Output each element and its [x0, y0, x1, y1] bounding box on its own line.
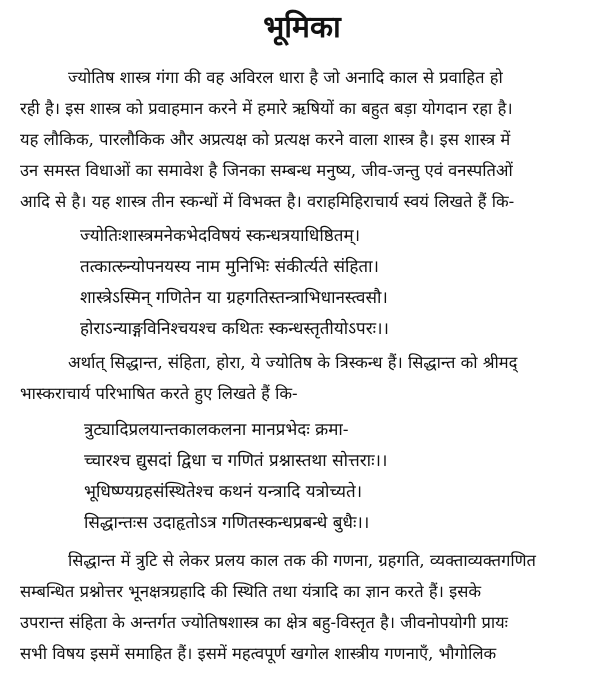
text-line: भास्कराचार्य परिभाषित करते हुए लिखते हैं कि-: [20, 384, 298, 403]
text-line: यह लौकिक, पारलौकिक और अप्रत्यक्ष को प्रत्यक्ष करने वाला शास्त्र है। इस शास्त्र में: [20, 130, 511, 149]
verse-line: भूधिष्ण्यग्रहसंस्थितेश्च कथनं यन्त्रादि यत्रोच्यते।: [84, 482, 363, 502]
intro-paragraph: [20, 62, 584, 217]
text-line: सिद्धान्त में त्रुटि से लेकर प्रलय काल तक की गणना, ग्रहगति, व्यक्ताव्यक्तगणित: [68, 551, 536, 570]
text-line: ज्योतिष शास्त्र गंगा की वह अविरल धारा है जो अनादि काल से प्रवाहित हो: [68, 68, 503, 87]
text-line: उपरान्त संहिता के अन्तर्गत ज्योतिषशास्त्र का क्षेत्र बहु-विस्तृत है। जीवनोपयोगी प्रायः: [20, 613, 509, 632]
verse-line: सिद्धान्तःस उदाहृतोऽत्र गणितस्कन्धप्रबन्धे बुधैः।।: [84, 513, 370, 533]
text-line: उन समस्त विधाओं का समावेश है जिनका सम्बन्ध मनुष्य, जीव-जन्तु एवं वनस्पतिओं: [20, 161, 513, 180]
verse-line: तत्कात्स्र्न्योपनयस्य नाम मुनिभिः संकीर्त्यते संहिता।: [80, 257, 379, 277]
text-line: सम्बन्धित प्रश्नोत्तर भूनक्षत्रग्रहादि की स्थिति तथा यंत्रादि का ज्ञान करते हैं। इसके: [20, 582, 482, 601]
middle-paragraph: [20, 347, 584, 409]
text-line: रही है। इस शास्त्र को प्रवाहमान करने में हमारे ऋषियों का बहुत बड़ा योगदान रहा है।: [20, 99, 513, 118]
text-line: आदि से है। यह शास्त्र तीन स्कन्धों में विभक्त है। वराहमिहिराचार्य स्वयं लिखते हैं कि-: [20, 192, 515, 211]
text-line: अर्थात् सिद्धान्त, संहिता, होरा, ये ज्योतिष के त्रिस्कन्ध हैं। सिद्धान्त को श्रीमद्: [68, 353, 518, 372]
verse-line: त्रुट्यादिप्रलयान्तकालकलना मानप्रभेदः क्रमा-: [84, 420, 349, 440]
shloka-verse-1: [20, 221, 584, 345]
verse-line: च्चारश्च द्युसदां द्विधा च गणितं प्रश्नास्तथा सोत्तराः।।: [84, 451, 388, 471]
shloka-verse-2: [20, 415, 584, 539]
closing-paragraph: [20, 545, 584, 669]
page-title: भूमिका: [263, 10, 341, 45]
verse-line: ज्योतिःशास्त्रमनेकभेदविषयं स्कन्धत्रयाधिष्ठितम्।: [80, 226, 361, 246]
verse-line: होराऽन्याङ्गविनिश्चयश्च कथितः स्कन्धस्तृतीयोऽपरः।।: [80, 319, 389, 339]
text-line: सभी विषय इसमें समाहित हैं। इसमें महत्वपूर्ण खगोल शास्त्रीय गणनाएँ, भौगोलिक: [20, 644, 497, 663]
verse-line: शास्त्रेऽस्मिन् गणितेन या ग्रहगतिस्तन्त्राभिधानस्त्वसौ।: [80, 288, 388, 308]
